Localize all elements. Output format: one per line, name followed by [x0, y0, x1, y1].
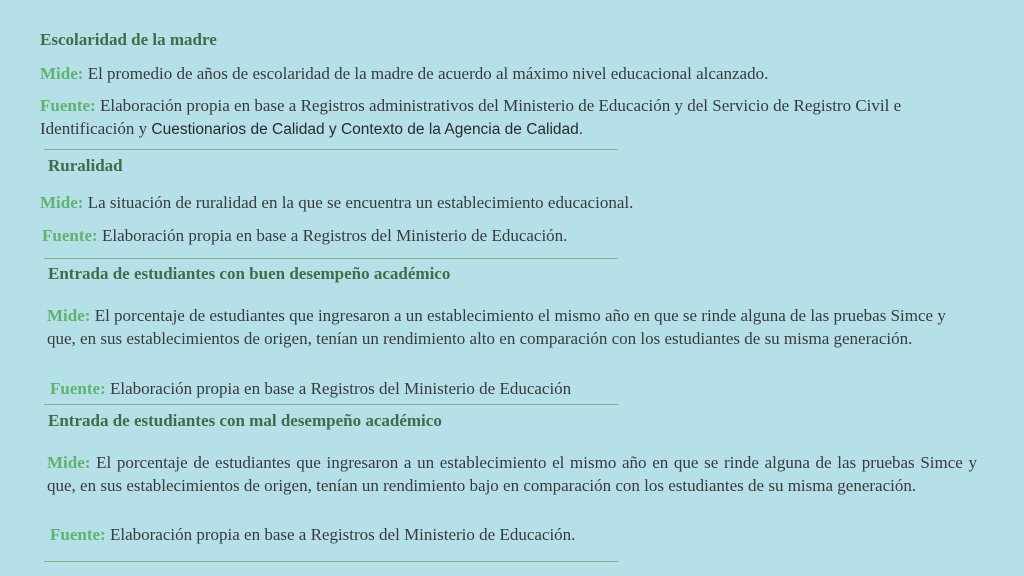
mide-label: Mide: — [40, 193, 84, 212]
mide-text: El porcentaje de estudiantes que ingresaron a un establecimiento el mismo año en que se rinde alguna de las pruebas Simce y que, en sus establecimientos de origen, tenían un rendimiento alto en comparación con los estudiantes de su misma generación. — [47, 306, 946, 348]
section-title-buen-desempeno: Entrada de estudiantes con buen desempeño académico — [48, 264, 451, 283]
mide-label: Mide: — [47, 306, 91, 325]
fuente-text: Elaboración propia en base a Registros administrativos del Ministerio de Educación y del Servicio de Registro Civil e Identificación y — [40, 96, 902, 138]
fuente-text: Elaboración propia en base a Registros del Ministerio de Educación — [109, 379, 572, 398]
fuente-label: Fuente: — [42, 226, 98, 245]
fuente-mal-desempeno — [50, 523, 990, 546]
divider — [44, 149, 618, 150]
mide-label: Mide: — [40, 64, 84, 83]
fuente-ruralidad — [42, 224, 1002, 247]
mide-label: Mide: — [47, 453, 91, 472]
mide-buen-desempeno — [47, 304, 947, 350]
fuente-label: Fuente: — [40, 96, 96, 115]
mide-mal-desempeno — [47, 451, 977, 497]
fuente-label: Fuente: — [50, 379, 106, 398]
divider — [44, 561, 618, 562]
mide-text: La situación de ruralidad en la que se encuentra un establecimiento educacional. — [87, 193, 634, 212]
fuente-text-extra: Cuestionarios de Calidad y Contexto de la Agencia de Calidad. — [151, 121, 584, 138]
section-title-ruralidad: Ruralidad — [48, 156, 123, 175]
section-title-escolaridad: Escolaridad de la madre — [40, 30, 217, 49]
mide-text: El promedio de años de escolaridad de la madre de acuerdo al máximo nivel educacional alcanzado. — [87, 64, 769, 83]
divider — [44, 404, 618, 405]
divider — [44, 258, 618, 259]
fuente-text: Elaboración propia en base a Registros del Ministerio de Educación. — [109, 525, 576, 544]
mide-escolaridad — [40, 62, 1000, 85]
mide-text: El porcentaje de estudiantes que ingresaron a un establecimiento el mismo año en que se rinde alguna de las pruebas Simce y que, en sus establecimientos de origen, tenían un rendimiento bajo en comparación con los estudiantes de su misma generación. — [47, 453, 978, 495]
mide-ruralidad — [40, 191, 1000, 214]
fuente-escolaridad — [40, 94, 985, 141]
section-title-mal-desempeno: Entrada de estudiantes con mal desempeño académico — [48, 411, 442, 430]
fuente-buen-desempeno — [50, 377, 990, 400]
fuente-text: Elaboración propia en base a Registros del Ministerio de Educación. — [101, 226, 568, 245]
fuente-label: Fuente: — [50, 525, 106, 544]
